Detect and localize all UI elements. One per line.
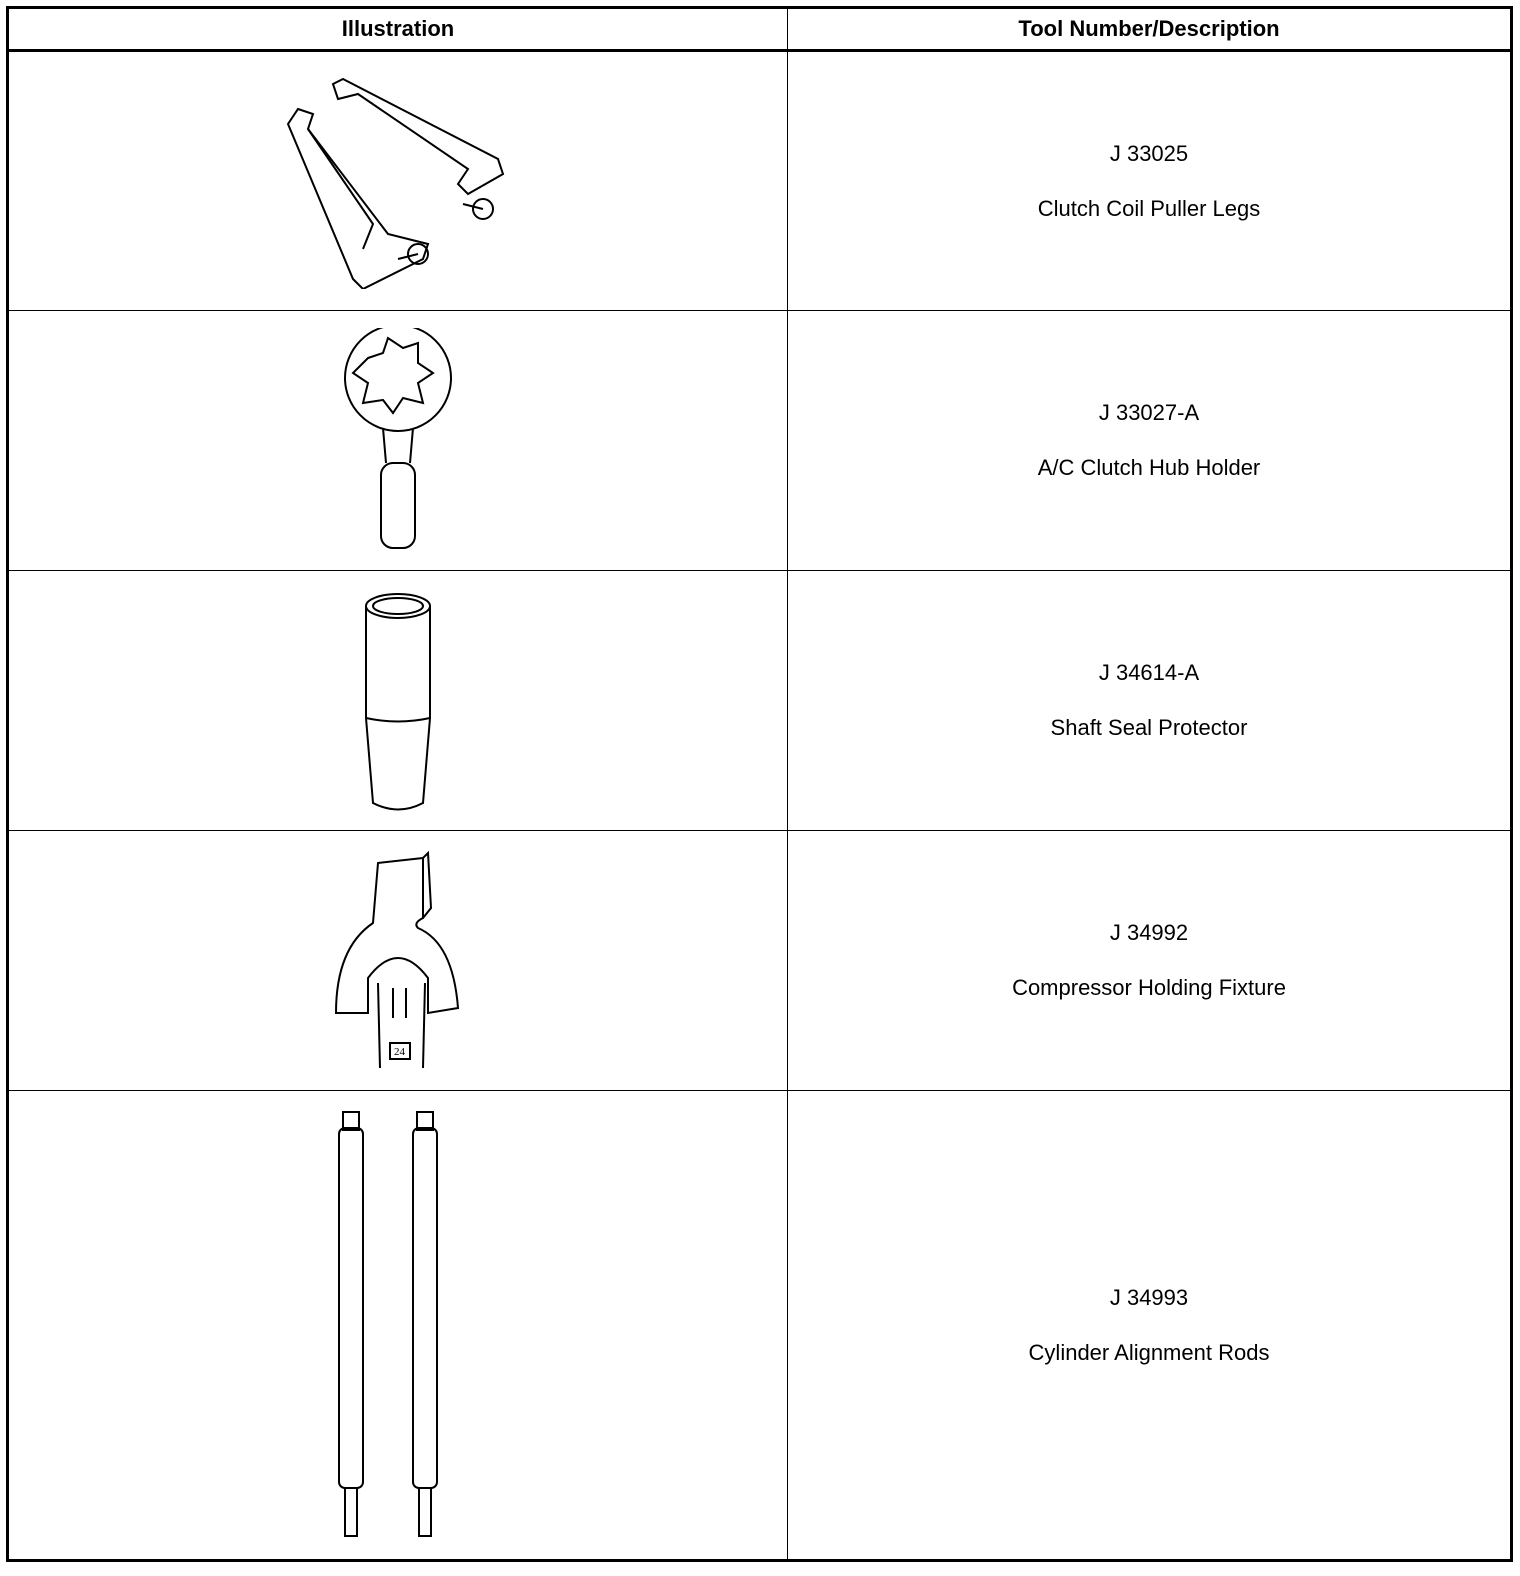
table-row [8,831,1512,1091]
illustration-cell [8,1091,788,1561]
cylinder-alignment-rods-icon [333,1110,463,1540]
tool-description: A/C Clutch Hub Holder [1037,455,1261,480]
description-cell [788,51,1512,311]
tool-description: Compressor Holding Fixture [1012,975,1286,1000]
description-cell [788,831,1512,1091]
tool-number: J 33027-A [1098,400,1200,425]
fixture-part-label: 24 [394,1046,405,1058]
illustration-cell [8,831,788,1091]
tool-number: J 34993 [1109,1284,1189,1310]
description-cell [788,1091,1512,1561]
table-row [8,1091,1512,1561]
special-tools-table [6,6,1513,1562]
description-cell [788,311,1512,571]
tool-number: J 33025 [1109,140,1189,166]
description-cell [788,571,1512,831]
compressor-holding-fixture-icon [328,848,468,1073]
table-row [8,571,1512,831]
header-illustration: Illustration [8,8,788,51]
clutch-hub-holder-icon [338,328,458,553]
illustration-cell [8,311,788,571]
illustration-cell [8,571,788,831]
tool-description: Clutch Coil Puller Legs [1037,195,1261,221]
tool-description: Cylinder Alignment Rods [1028,1339,1270,1365]
shaft-seal-protector-icon [358,588,438,813]
illustration-cell [8,51,788,311]
tool-description: Shaft Seal Protector [1050,715,1248,740]
tool-number: J 34614-A [1098,660,1200,685]
table-row [8,51,1512,311]
header-row [8,8,1512,51]
tool-number: J 34992 [1109,920,1189,945]
clutch-coil-puller-legs-icon [278,74,518,289]
table-row [8,311,1512,571]
header-tool-description: Tool Number/Description [788,8,1512,51]
